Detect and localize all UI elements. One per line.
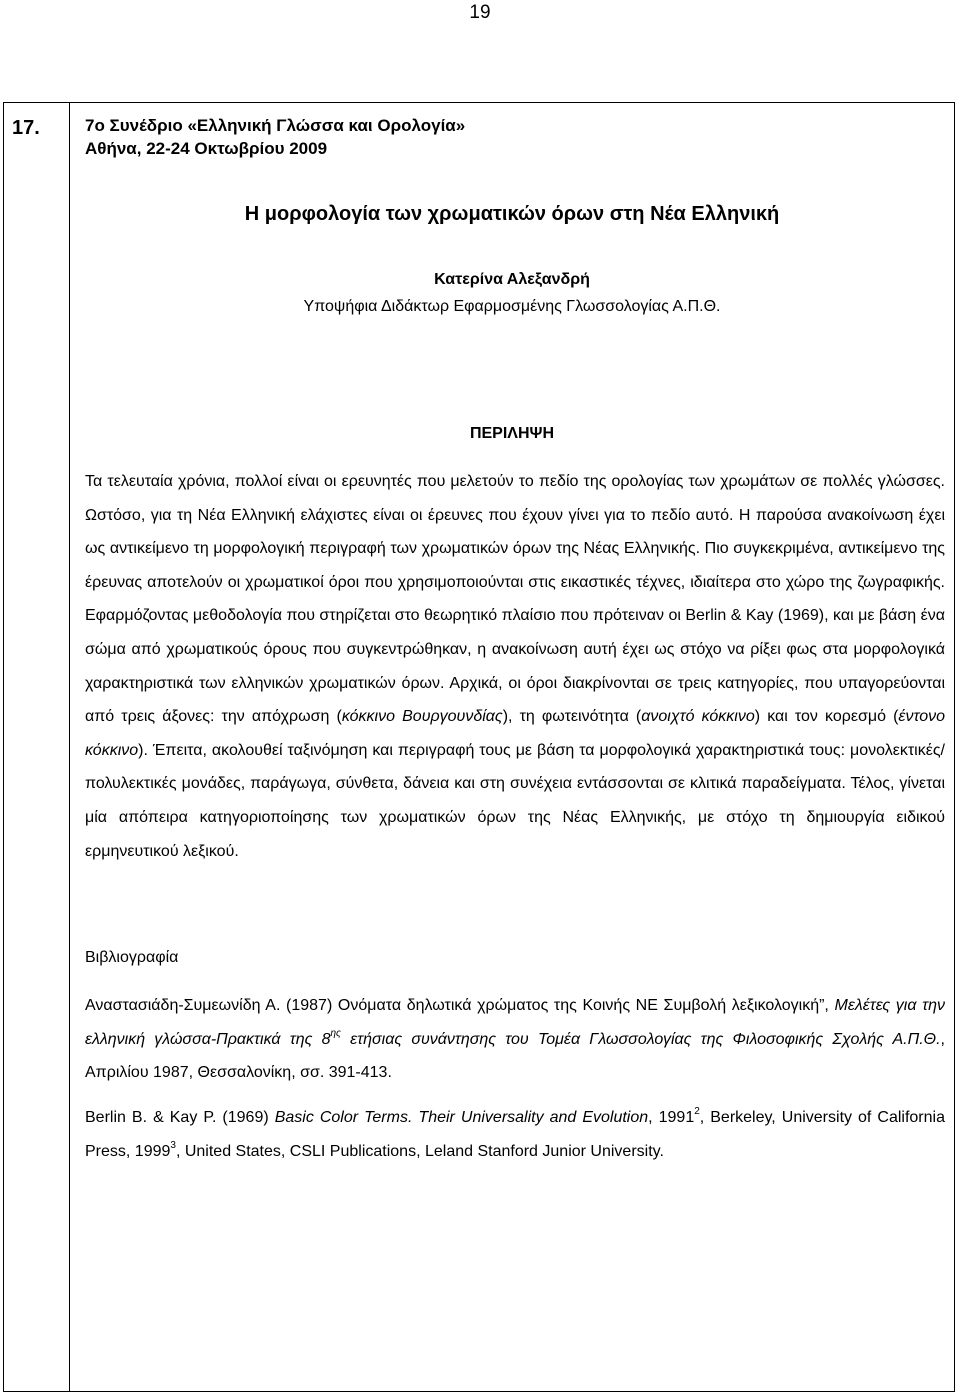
- abstract-part: ) και τον κορεσμό (: [754, 708, 899, 726]
- abstract-text: [85, 465, 945, 868]
- abstract-heading: ΠΕΡΙΛΗΨΗ: [469, 425, 555, 442]
- entry-frame: [3, 102, 955, 1392]
- reference-part: , Απριλίου 1987, Θεσσαλονίκη, σσ. 391-413.: [85, 1030, 945, 1082]
- abstract-italic-example: κόκκινο Βουργουνδίας: [341, 708, 503, 726]
- bibliography-heading: Βιβλιογραφία: [85, 949, 179, 966]
- conference-info: [85, 114, 465, 160]
- author-affiliation: Υποψήφια Διδάκτωρ Εφαρμοσμένης Γλωσσολογίας Α.Π.Θ.: [303, 298, 721, 315]
- abstract-part: Τα τελευταία χρόνια, πολλοί είναι οι ερευνητές που μελετούν το πεδίο της ορολογίας των χρωμάτων σε πολλές γλώσσες. Ωστόσο, για τη Νέα Ελληνική ελάχιστες είναι οι έρευνες που έχουν γίνει για το πεδίο αυτό. Η παρούσα ανακοίνωση έχει ως αντικείμενο τη μορφολογική περιγραφή των χρωματικών όρων της Νέας Ελληνικής. Πιο συγκεκριμένα, αντικείμενο της έρευνας αποτελούν οι χρωματικοί όροι που χρησιμοποιούνται στις εικαστικές τέχνες, ιδιαίτερα στο χώρο της ζωγραφικής. Εφαρμόζοντας μεθοδολογία που στηρίζεται στο θεωρητικό πλαίσιο που πρότειναν οι Berlin & Kay (1969), και με βάση ένα σώμα από χρωματικούς όρους που συγκεντρώθηκαν, η ανακοίνωση αυτή έχει ως στόχο να ρίξει φως στα μορφολογικά χαρακτηριστικά των ελληνικών χρωματικών όρων. Αρχικά, οι όροι διακρίνονται σε τρεις κατηγορίες, που υπαγορεύονται από τρεις άξονες: την απόχρωση (: [85, 473, 945, 726]
- abstract-part: ), τη φωτεινότητα (: [502, 708, 642, 726]
- reference-part: , Berkeley, University of California Press, 1999: [85, 1109, 945, 1160]
- reference-italic-part: ετήσιας συνάντησης του Τομέα Γλωσσολογίας της Φιλοσοφικής Σχολής Α.Π.Θ.: [340, 1030, 941, 1048]
- reference-part: , United States, CSLI Publications, Leland Stanford Junior University.: [175, 1142, 664, 1160]
- reference-part: Αναστασιάδη-Συμεωνίδη Α. (1987) Ονόματα δηλωτικά χρώματος της Κοινής ΝΕ Συμβολή λεξικολογική”,: [85, 997, 835, 1014]
- reference-item: [85, 1101, 945, 1168]
- paper-title: Η μορφολογία των χρωματικών όρων στη Νέα Ελληνική: [244, 203, 780, 225]
- reference-part: Berlin B. & Kay P. (1969): [85, 1109, 275, 1126]
- author-name: Κατερίνα Αλεξανδρή: [434, 271, 590, 288]
- reference-italic-part: Μελέτες για την ελληνική γλώσσα-Πρακτικά της 8: [85, 997, 945, 1048]
- reference-superscript: ης: [330, 1027, 341, 1039]
- reference-item: [85, 989, 945, 1090]
- abstract-italic-example: έντονο κόκκινο: [85, 708, 946, 759]
- conference-name: 7ο Συνέδριο «Ελληνική Γλώσσα και Ορολογία»: [85, 116, 466, 135]
- reference-superscript: 3: [170, 1139, 176, 1151]
- abstract-part: ). Έπειτα, ακολουθεί ταξινόμηση και περιγραφή τους με βάση τα μορφολογικά χαρακτηριστικά τους: μονολεκτικές/ πολυλεκτικές μονάδες, παράγωγα, σύνθετα, δάνεια και στη συνέχεια εντάσσονται σε κλιτικά παραδείγματα. Τέλος, γίνεται μία απόπειρα κατηγοριοποίησης των χρωματικών όρων της Νέας Ελληνικής, με στόχο τη δημιουργία ειδικού ερμηνευτικού λεξικού.: [85, 741, 945, 860]
- abstract-italic-example: ανοιχτό κόκκινο: [641, 708, 755, 726]
- reference-italic-part: Basic Color Terms. Their Universality and Evolution: [274, 1109, 649, 1126]
- conference-date: Αθήνα, 22-24 Οκτωβρίου 2009: [85, 139, 328, 158]
- reference-part: , 1991: [648, 1109, 695, 1126]
- entry-content: [70, 103, 954, 1391]
- entry-number: 17.: [12, 117, 40, 139]
- reference-superscript: 2: [694, 1106, 700, 1117]
- page-number: 19: [469, 2, 491, 23]
